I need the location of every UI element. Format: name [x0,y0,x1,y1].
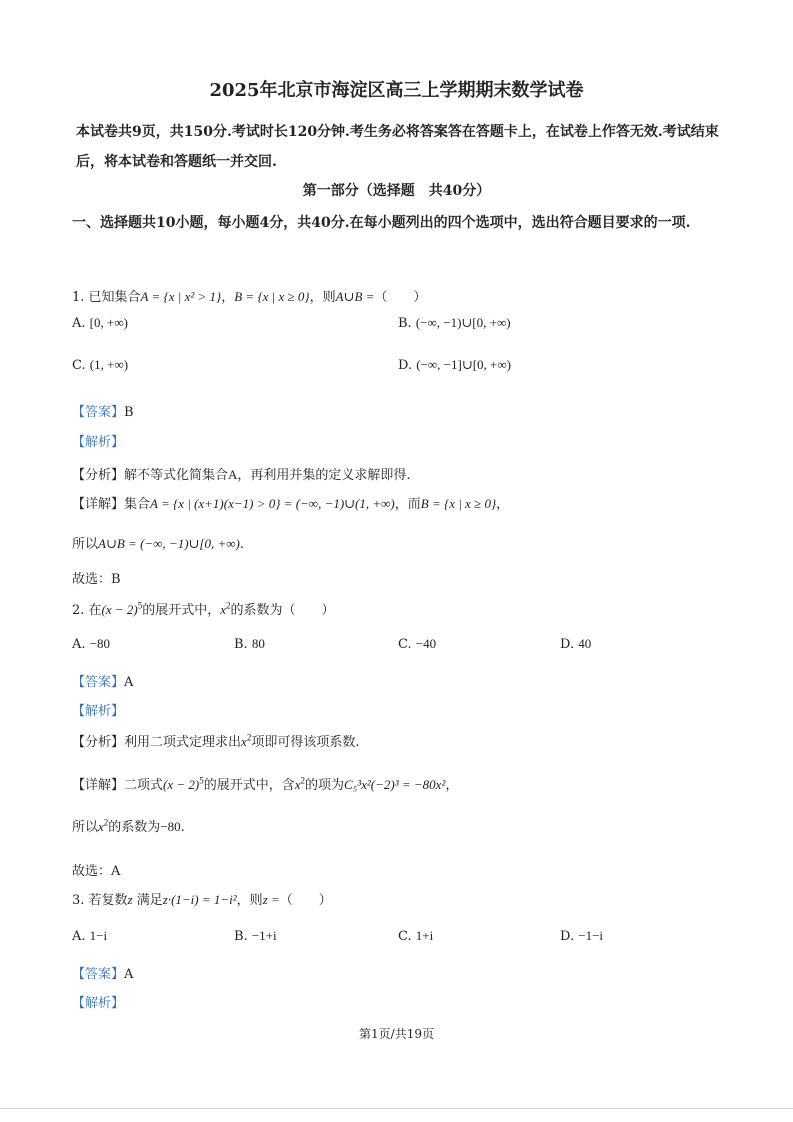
q2-so-text1: 所以 [72,820,99,835]
q1-choose-label: 故选： [72,572,112,587]
q1-fenxi-a: A [228,467,238,482]
q1-option-c-text: (1, +∞) [89,357,129,372]
q3-z: z [127,892,133,907]
q1-option-a-text: [0, +∞) [89,315,128,330]
q1-analysis-label: 【解析】 [72,435,125,450]
q2-conclusion [72,816,185,835]
q3-option-c-label: C. [398,929,412,944]
q2-option-a-label: A. [72,637,86,652]
q3-option-b-label: B. [234,929,248,944]
part-heading: 第一部分（选择题 共40分） [302,183,491,199]
q3-option-d-text: −1−i [578,928,604,943]
q2-option-b [234,636,265,652]
page-footer: 第1页/共19页 [359,1027,434,1041]
q1-detail-text2: ，而 [394,497,421,512]
q2-prefix: 2. 在 [72,603,102,618]
q2-detail-text3: 的项为 [305,778,345,793]
q2-so-val: −80 [160,819,181,834]
q1-answer-value: B [124,405,134,420]
q3-analysis-label: 【解析】 [72,996,125,1011]
q2-so-end: . [180,820,185,835]
q3-mid: 满足 [136,893,163,908]
q2-fenxi-exp: 2 [246,732,252,743]
q2-fenxi-text2: 项即可得该项系数. [251,735,360,750]
q3-comma: ，则 [236,893,263,908]
q2-so-text2: 的系数为 [108,820,161,835]
q1-paren: （ ） [374,290,427,305]
q2-x: x [220,602,227,617]
q1-detail-text1: 集合 [124,497,151,512]
q2-choose-label: 故选： [72,864,112,879]
q3-answer-label: 【答案】 [72,967,125,982]
q2-detail-text2: 的展开式中，含 [203,778,295,793]
q3-option-c-text: 1+i [415,928,434,943]
q1-so-text: 所以 [72,537,99,552]
q1-detail-label: 【详解】 [72,497,125,512]
q2-detail-expr: (x − 2) [163,777,200,792]
q1-option-c-label: C. [72,358,86,373]
q1-option-a-label: A. [72,316,86,331]
q2-answer-label: 【答案】 [72,675,125,690]
document-title: 2025年北京市海淀区高三上学期期末数学试卷 [209,80,584,101]
q2-answer [72,671,133,690]
q3-equation: z·(1−i) = 1−i² [162,892,237,907]
q2-detail-x: x [294,777,301,792]
q2-fenxi-label: 【分析】 [72,735,125,750]
q3-option-d-label: D. [560,929,575,944]
q1-option-b [398,315,511,331]
q1-set-b: B = {x | x ≥ 0} [234,289,310,304]
q2-option-a-text: −80 [89,636,111,651]
q1-choose-value: B [111,572,121,587]
q3-z-eq: z = [262,892,280,907]
q1-detail [72,493,509,512]
q2-option-d-label: D. [560,637,575,652]
question-2-stem [72,599,335,618]
q2-so-x: x [98,819,104,834]
q2-option-b-text: 80 [251,636,265,651]
q3-option-b-text: −1+i [251,928,277,943]
exam-instructions: 本试卷共9页，共150分.考试时长120分钟.考生务必将答案答在答题卡上，在试卷上作答无效.考试结束后，将本试卷和答题纸一并交回. [76,124,719,170]
q2-option-c-label: C. [398,637,412,652]
q2-choose-value: A [111,864,121,879]
q1-fenxi-text1: 解不等式化简集合 [124,468,229,483]
q1-choose [72,568,121,587]
q1-option-b-label: B. [398,316,412,331]
q2-option-d-text: 40 [578,636,592,651]
q1-answer-label: 【答案】 [72,405,125,420]
q1-union: A∪B = [335,289,375,304]
q3-option-a [72,928,107,944]
q3-option-d [560,928,603,944]
q2-detail-text1: 二项式 [124,778,164,793]
q1-comma: ， [221,290,235,305]
q1-detail-math1: A = {x | (x+1)(x−1) > 0} = (−∞, −1)∪(1, +∞) [150,496,395,511]
q3-prefix: 3. 若复数 [72,893,128,908]
q3-option-b [234,928,277,944]
q1-detail-math2: B = {x | x ≥ 0} [420,496,497,511]
q1-option-d [398,357,511,373]
q2-fenxi-text1: 利用二项式定理求出 [124,735,242,750]
q2-option-d [560,636,591,652]
q2-so-x-exp: 2 [103,817,109,828]
q1-answer [72,401,134,420]
q2-detail-term: C₅³x²(−2)³ = −80x² [344,777,446,792]
q3-paren: （ ） [279,893,332,908]
q2-expr: (x − 2) [101,602,138,617]
q1-fenxi [72,464,411,483]
q2-expr-exp: 5 [137,600,143,611]
q3-option-a-text: 1−i [89,928,108,943]
q1-mid: ，则 [309,290,336,305]
q2-x-exp: 2 [226,600,231,611]
q2-answer-value: A [124,675,134,690]
q2-choose [72,860,120,879]
q2-mid: 的展开式中， [142,603,221,618]
q1-conclusion [72,533,244,552]
q1-option-d-text: (−∞, −1]∪[0, +∞) [416,357,511,372]
q3-option-a-label: A. [72,929,86,944]
q1-fenxi-label: 【分析】 [72,468,125,483]
q3-answer [72,963,133,982]
q3-answer-value: A [124,967,134,982]
q2-detail-label: 【详解】 [72,778,125,793]
q2-detail [72,774,458,793]
q1-detail-text3: ， [496,497,510,512]
question-3-stem [72,889,332,908]
q2-option-b-label: B. [234,637,248,652]
q2-detail-text4: ， [445,778,459,793]
q1-option-b-text: (−∞, −1)∪[0, +∞) [415,315,511,330]
q1-so-end: . [239,537,244,552]
q2-suffix: 的系数为（ ） [230,603,335,618]
question-1-stem [72,286,426,305]
q1-option-a [72,315,128,331]
q3-option-c [398,928,433,944]
q2-fenxi-x: x [241,734,247,749]
q1-set-a: A = {x | x² > 1} [140,289,222,304]
q2-option-c-text: −40 [415,636,437,651]
q1-so-math: A∪B = (−∞, −1)∪[0, +∞) [98,536,240,551]
q2-option-a [72,636,110,652]
q1-option-c [72,357,128,373]
bottom-divider [0,1108,793,1109]
q1-option-d-label: D. [398,358,413,373]
q2-detail-expr-exp: 5 [199,775,204,786]
q2-fenxi [72,731,359,750]
q1-fenxi-text2: ，再利用并集的定义求解即得. [237,468,411,483]
q1-prefix: 1. 已知集合 [72,290,141,305]
q2-option-c [398,636,436,652]
q2-analysis-label: 【解析】 [72,704,125,719]
section-heading: 一、选择题共10小题，每小题4分，共40分.在每小题列出的四个选项中，选出符合题目要求的一项. [72,215,691,231]
q2-detail-x-exp: 2 [300,775,306,786]
